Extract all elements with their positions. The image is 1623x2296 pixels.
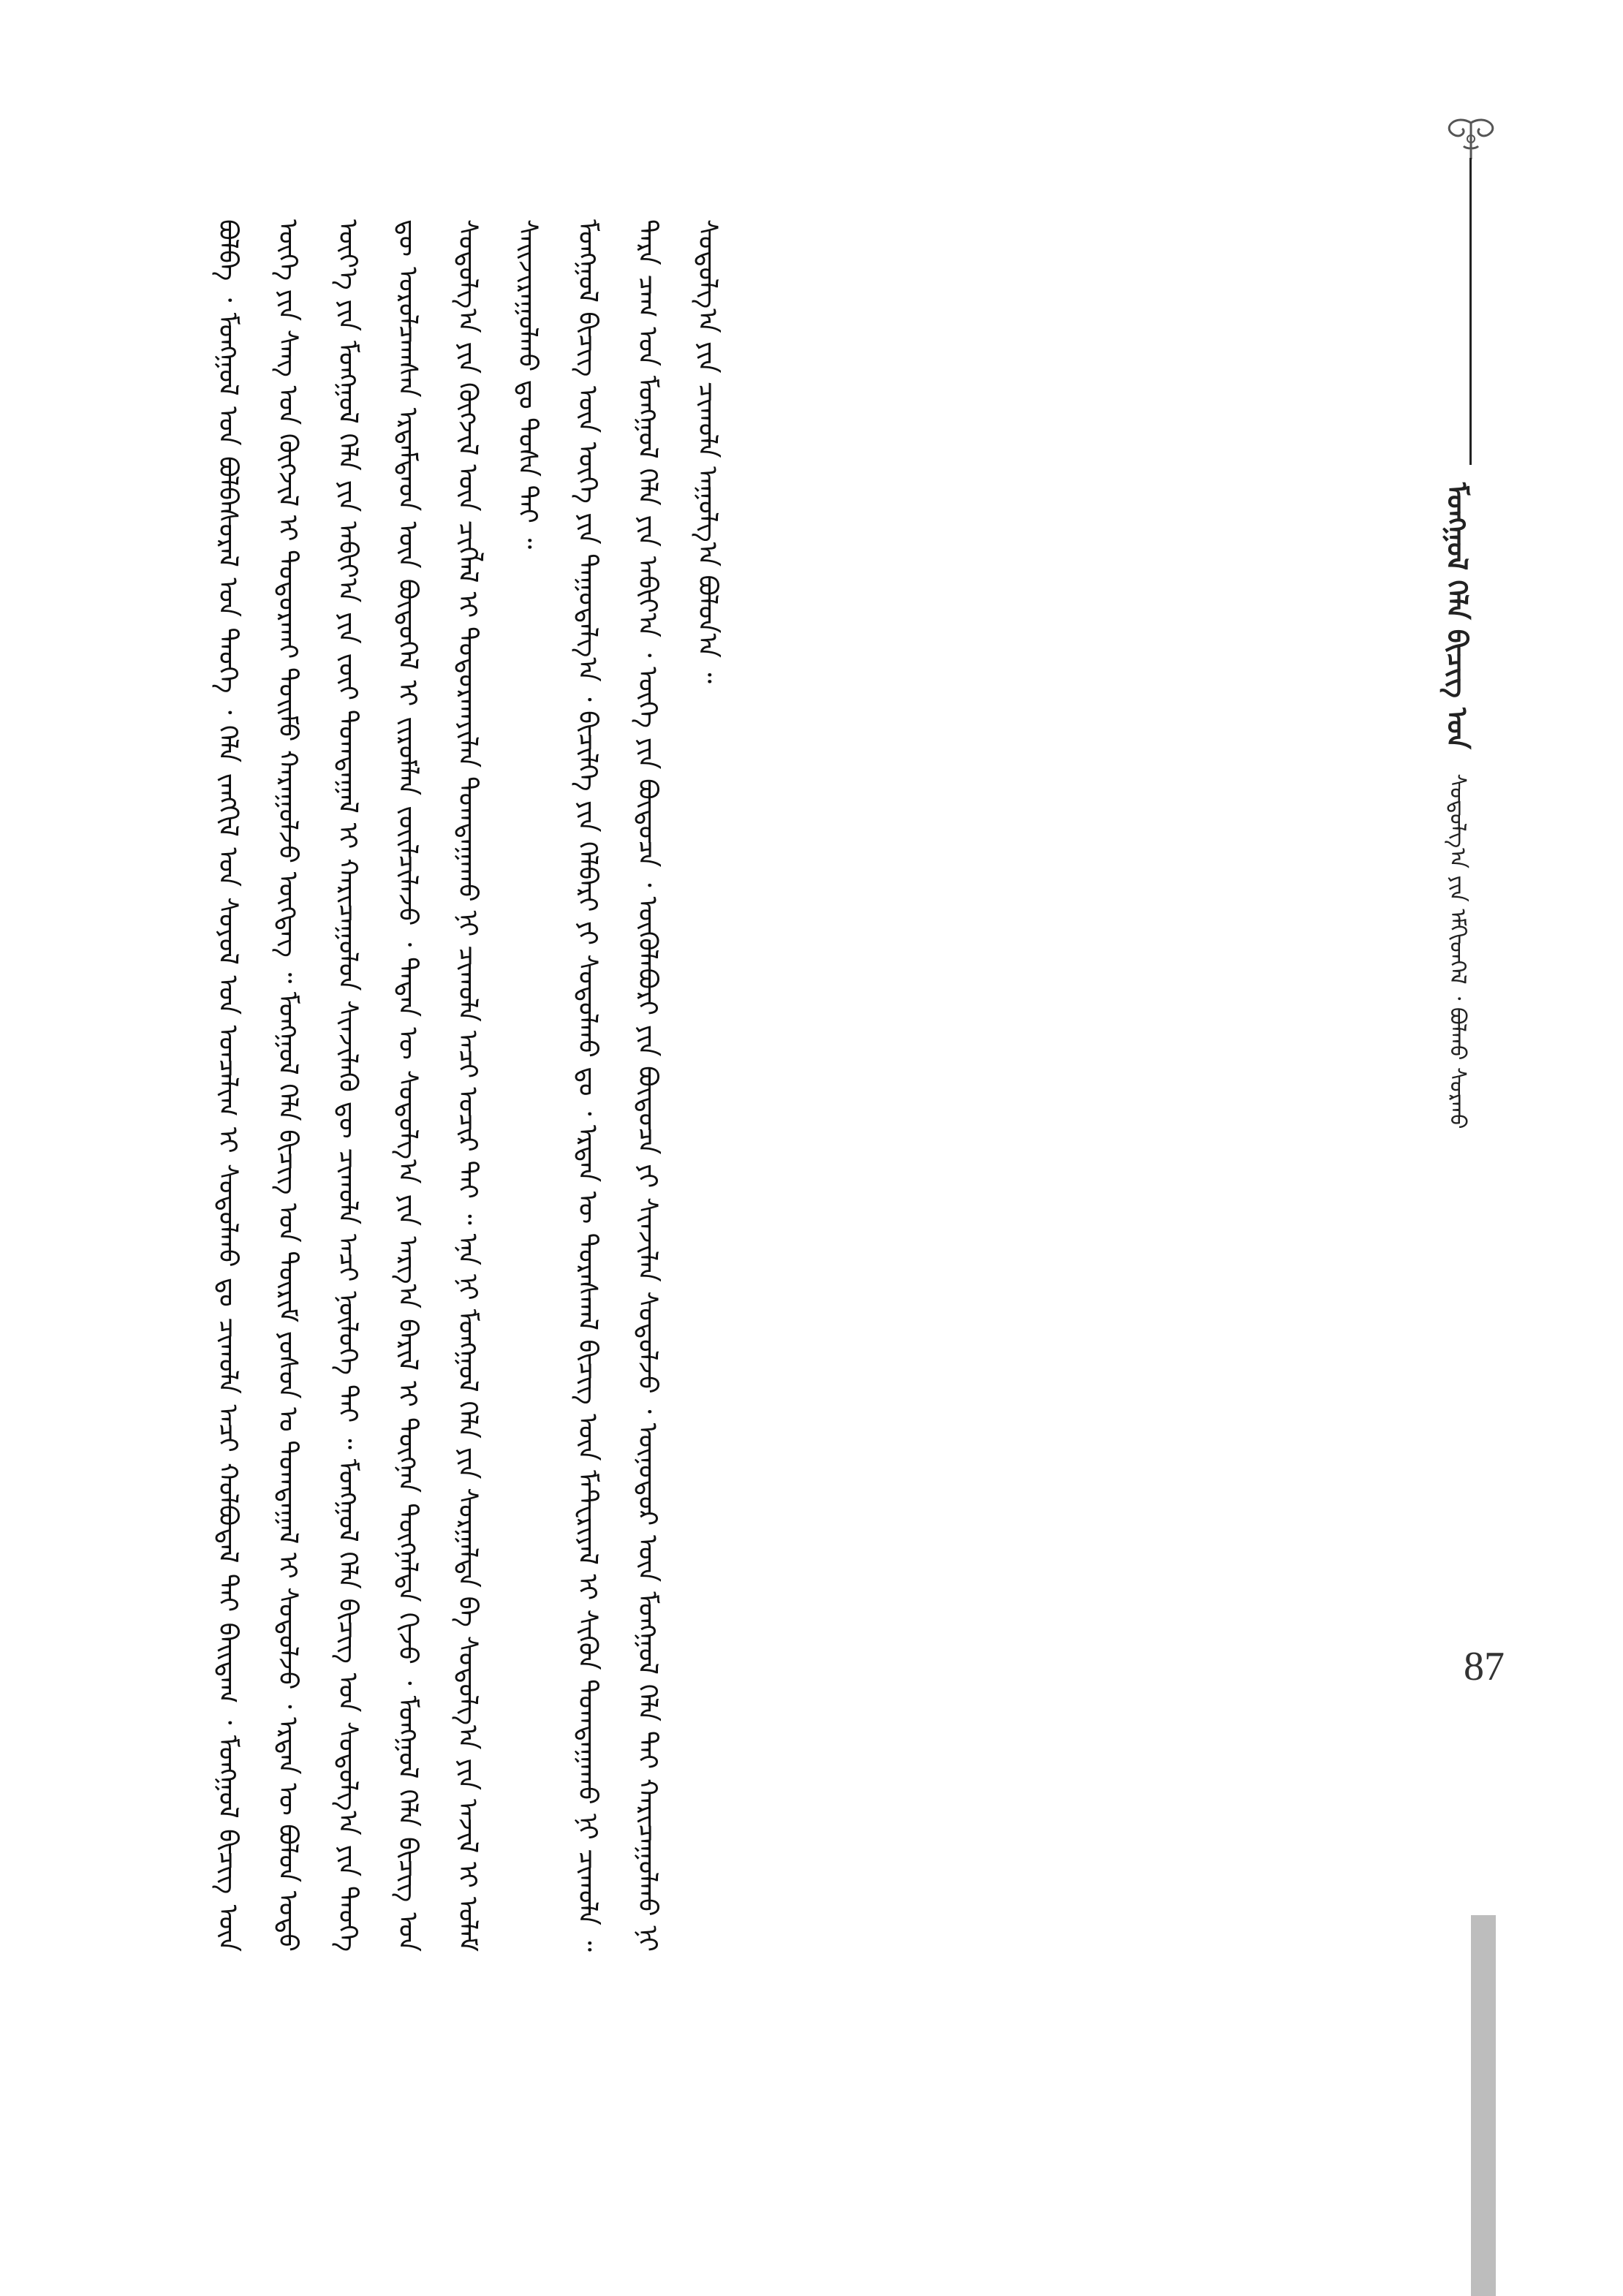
book-title: ᠮᠣᠩᠭᠣᠯ ᠬᠡᠯᠡ ᠪᠢᠴᠢᠭ ᠤᠨ <box>1441 482 1474 749</box>
thumb-tab <box>1471 1915 1496 2296</box>
page-body <box>197 219 1396 1952</box>
header-rule <box>1469 158 1472 465</box>
paragraph: ᠪᠣᠯᠪᠠ ᠂ ᠮᠣᠩᠭᠣᠯ ᠤᠨ ᠪᠣᠯᠪᠠᠰᠤᠷᠠᠯ ᠤᠨ ᠲᠡᠦᠬᠡ ᠂ ᠬᠡᠯᠡ ᠵᠠᠩᠭᠢᠯ ᠤᠨ ᠰᠣᠶᠣᠯ ᠤᠨ ᠣᠨᠴᠠᠯᠢᠭ ᠢ ᠰᠤᠳᠤᠯᠬᠤ ᠳᠤ ᠴᠢᠬᠤᠯᠠ ᠠᠴᠢ ᠬᠣᠯᠪᠣᠳᠠᠯ ᠲᠠᠢ ᠪᠠᠢᠳᠠᠭ ᠂ ᠮᠣᠩᠭᠣᠯ ᠪᠢᠴᠢᠭ ᠦᠨ ᠦᠭᠡ ᠶᠢᠨ ᠰᠠᠩ ᠤᠨ ᠬᠥᠭᠵᠢᠯ ᠢ ᠲᠣᠳᠣᠷᠬᠠᠢ ᠲᠣᠢᠮᠣ ᠬᠠᠷᠠᠭᠤᠯᠵᠤ ᠥᠭᠳᠡᠭ ᠃ ᠮᠣᠩᠭᠣᠯ ᠬᠡᠯᠡ ᠪᠢᠴᠢᠭ ᠤᠨ ᠳᠦᠷᠢᠮ ᠶᠣᠰᠣᠨ ᠤ ᠲᠣᠭᠲᠠᠭᠠᠯ ᠢ ᠰᠤᠳᠤᠯᠵᠤ ᠂ ᠡᠷᠲᠡᠨ ᠦ ᠪᠣᠯᠤᠨ ᠣᠳᠣ ᠦᠶ᠎ᠡ ᠶᠢᠨ ᠮᠣᠩᠭᠣᠯ ᠬᠡᠯᠡ ᠶᠢᠨ ᠠᠪᠢᠶ᠎ᠠ ᠶᠢᠨ ᠵᠦᠢ ᠲᠣᠭᠲᠠᠭᠠᠯ ᠢ ᠬᠠᠷᠢᠴᠠᠭᠤᠯᠤᠨ ᠰᠢᠨᠵᠢᠯᠡᠬᠦ ᠳᠦ ᠴᠢᠬᠤᠯᠠ ᠠᠴᠢ ᠨᠥᠯᠥᠭᠡ ᠲᠠᠢ ᠃ ᠮᠣᠩᠭᠣᠯ ᠬᠡᠯᠡ ᠪᠢᠴᠢᠭ ᠤᠨ ᠰᠤᠳᠤᠯᠭ᠎ᠠ ᠶᠢᠨ ᠲᠡᠦᠬᠡ ᠳᠦ ᠣᠷᠣᠯᠴᠠᠭᠰᠠᠨ ᠡᠷᠳᠡᠮᠲᠡᠳ ᠦᠨ ᠪᠦᠲᠦᠭᠡᠯ ᠢ ᠵᠢᠷᠤᠮᠯᠠᠨ ᠵᠦᠢᠯᠴᠢᠯᠡᠵᠦ ᠂ ᠲᠡᠳᠡᠨ ᠦ ᠰᠤᠳᠤᠯᠭ᠎ᠠ ᠶᠢᠨ ᠠᠷᠭ᠎ᠠ ᠪᠠᠷᠢᠯ ᠢ ᠳᠦᠭᠨᠡᠨ ᠳᠦᠭᠨᠡᠯᠲᠡ ᠬᠢᠵᠦ ᠂ ᠮᠣᠩᠭᠣᠯ ᠬᠡᠯᠡ ᠪᠢᠴᠢᠭ ᠤᠨ ᠰᠤᠳᠤᠯᠭ᠎ᠠ ᠶᠢᠨ ᠬᠥᠭᠵᠢᠯ ᠦᠨ ᠴᠢᠭᠯᠡᠯ ᠢ ᠲᠣᠳᠣᠷᠬᠠᠶᠢᠯᠠᠨ ᠲᠣᠭᠲᠠᠭᠠᠬᠤ ᠨᠢ ᠴᠢᠬᠤᠯᠠ ᠠᠴᠢ ᠤᠴᠢᠷ ᠲᠠᠢ ᠃ ᠡᠨᠡ ᠨᠢ ᠮᠣᠩᠭᠣᠯ ᠬᠡᠯᠡ ᠶᠢᠨ ᠰᠤᠷᠭᠠᠯᠲᠠ ᠪᠠ ᠰᠤᠳᠤᠯᠭ᠎ᠠ ᠶᠢᠨ ᠠᠵᠢᠯ ᠢ ᠤᠯᠠᠮ ᠰᠠᠢᠵᠢᠷᠠᠭᠤᠯᠬᠤ ᠳᠤ ᠲᠤᠰᠠ ᠲᠠᠢ ᠃ <box>213 219 542 1952</box>
paragraph: ᠮᠣᠩᠭᠣᠯ ᠪᠢᠴᠢᠭ ᠦᠨ ᠦᠭᠡ ᠶᠢᠨ ᠳᠠᠭᠤᠳᠠᠯᠭ᠎ᠠ ᠂ ᠪᠢᠴᠢᠯᠭᠡ ᠶᠢᠨ ᠬᠡᠯᠪᠡᠷᠢ ᠶᠢ ᠰᠤᠳᠤᠯᠬᠤ ᠳᠤ ᠂ ᠡᠷᠲᠡᠨ ᠦ ᠳᠤᠷᠠᠰᠬᠠᠯ ᠪᠢᠴᠢᠭ ᠦᠨ ᠮᠠᠲ᠋ᠧᠷᠢᠶᠠᠯ ᠢ ᠰᠢᠭᠦᠨ ᠲᠣᠭᠲᠠᠭᠠᠬᠤ ᠨᠢ ᠴᠢᠬᠤᠯᠠ ᠃ ᠲᠡᠷᠡ ᠴᠠᠭ ᠤᠨ ᠮᠣᠩᠭᠣᠯ ᠬᠡᠯᠡ ᠶᠢᠨ ᠠᠪᠢᠶ᠎ᠠ ᠂ ᠦᠭᠡ ᠶᠢᠨ ᠪᠦᠲᠦᠴᠡ ᠂ ᠦᠭᠦᠯᠡᠪᠦᠷᠢ ᠶᠢᠨ ᠪᠦᠲᠦᠴᠡ ᠶᠢ ᠰᠢᠨᠵᠢᠯᠡᠨ ᠰᠤᠳᠤᠯᠵᠤ ᠂ ᠥᠨᠥᠳᠦᠷ ᠦᠨ ᠮᠣᠩᠭᠣᠯ ᠬᠡᠯᠡ ᠲᠡᠢ ᠬᠠᠷᠢᠴᠠᠭᠤᠯᠬᠤ ᠨᠢ ᠰᠤᠳᠤᠯᠭ᠎ᠠ ᠶᠢᠨ ᠴᠢᠬᠤᠯᠠ ᠠᠭᠤᠯᠭ᠎ᠠ ᠪᠣᠯᠣᠨ᠎ᠠ ᠃ <box>572 219 722 1952</box>
running-header <box>1434 117 1507 1129</box>
running-head-text <box>1441 482 1474 1129</box>
book-subtitle: ᠰᠤᠳᠤᠯᠭ᠎ᠠ ᠶᠢᠨ ᠡᠮᠬᠢᠳᠬᠡᠯ ᠂ ᠪᠤᠯᠬᠤ ᠰᠤᠷᠬᠤ <box>1445 773 1470 1129</box>
page-number: 87 <box>1464 1644 1505 1689</box>
ornament-icon <box>1434 117 1507 161</box>
